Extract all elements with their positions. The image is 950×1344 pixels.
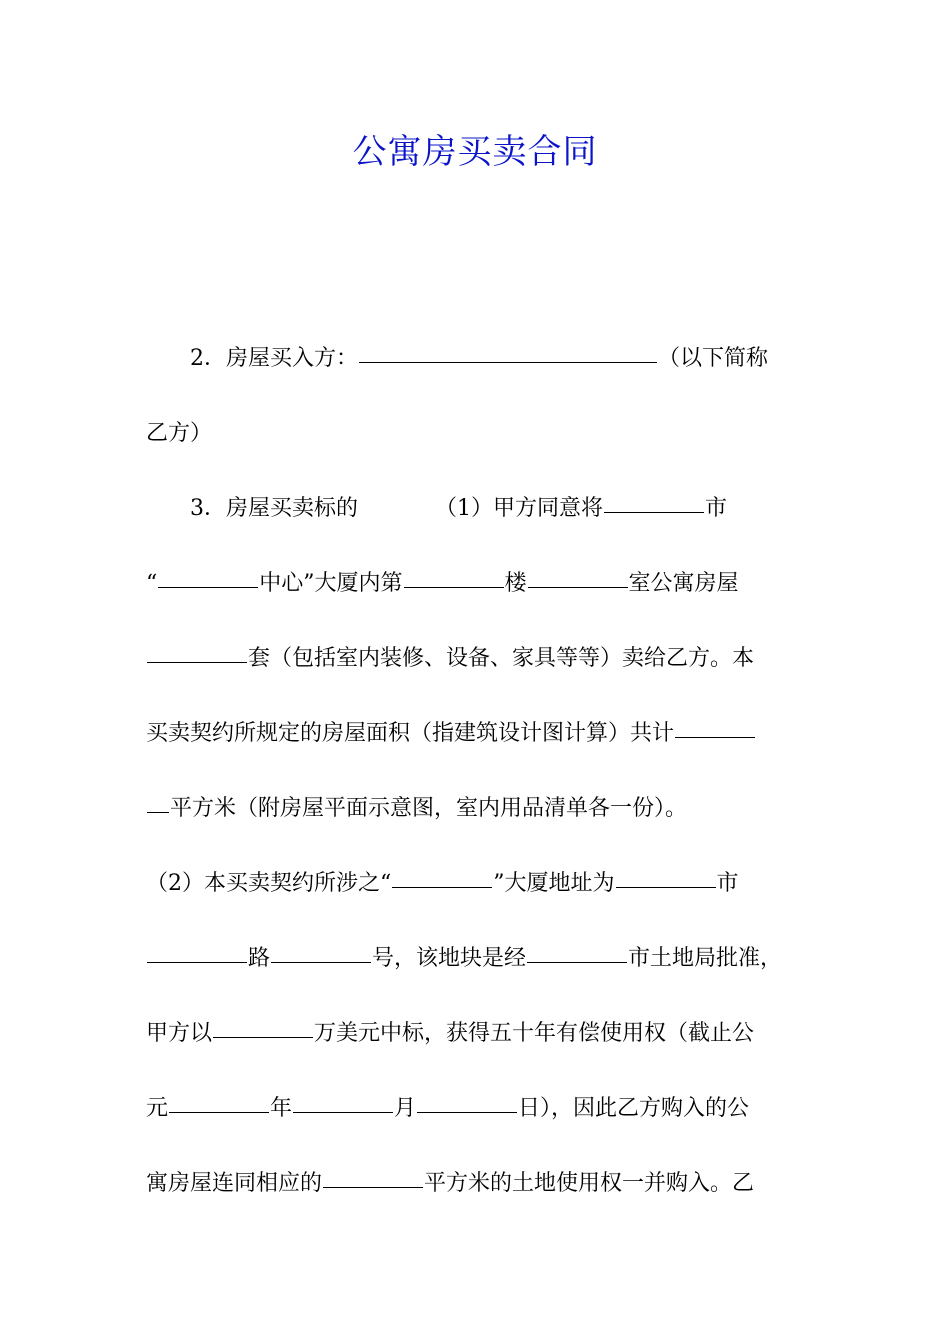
blank-field [527,940,627,963]
paragraph-line-subject: 3．房屋买卖标的 （1）甲方同意将 市 [146,489,816,529]
paragraph-line-buyer: 2．房屋买入方： （以下简称 [146,339,816,379]
paragraph-line: 乙方） [146,421,213,446]
blank-field [392,865,492,888]
paragraph-line: “ 中心”大厦内第 楼 室公寓房屋 [146,564,816,604]
blank-field [213,1015,313,1038]
blank-field [323,1165,423,1188]
blank-field [147,640,247,663]
blank-field [616,865,716,888]
blank-field [169,1090,269,1113]
paragraph-line: 寓房屋连同相应的 平方米的土地使用权一并购入。乙 [146,1164,816,1204]
blank-field [359,340,657,363]
blank-field [604,490,704,513]
blank-field [675,715,755,738]
blank-field [158,565,258,588]
blank-field [147,790,169,813]
blank-field [147,940,247,963]
blank-field [528,565,628,588]
paragraph-line: （2）本买卖契约所涉之“ ”大厦地址为 市 [146,864,816,904]
blank-field [417,1090,517,1113]
document-title: 公寓房买卖合同 [352,132,598,172]
blank-field [404,565,504,588]
paragraph-line: 路 号，该地块是经 市土地局批准， [146,939,816,979]
paragraph-line: 买卖契约所规定的房屋面积（指建筑设计图计算）共计 [146,714,816,754]
paragraph-line: 元 年 月 日），因此乙方购入的公 [146,1089,816,1129]
blank-field [271,940,371,963]
blank-field [293,1090,393,1113]
paragraph-line: 平方米（附房屋平面示意图，室内用品清单各一份）。 [146,789,816,829]
paragraph-line: 甲方以 万美元中标，获得五十年有偿使用权（截止公 [146,1014,816,1054]
paragraph-line: 套（包括室内装修、设备、家具等等）卖给乙方。本 [146,639,816,679]
